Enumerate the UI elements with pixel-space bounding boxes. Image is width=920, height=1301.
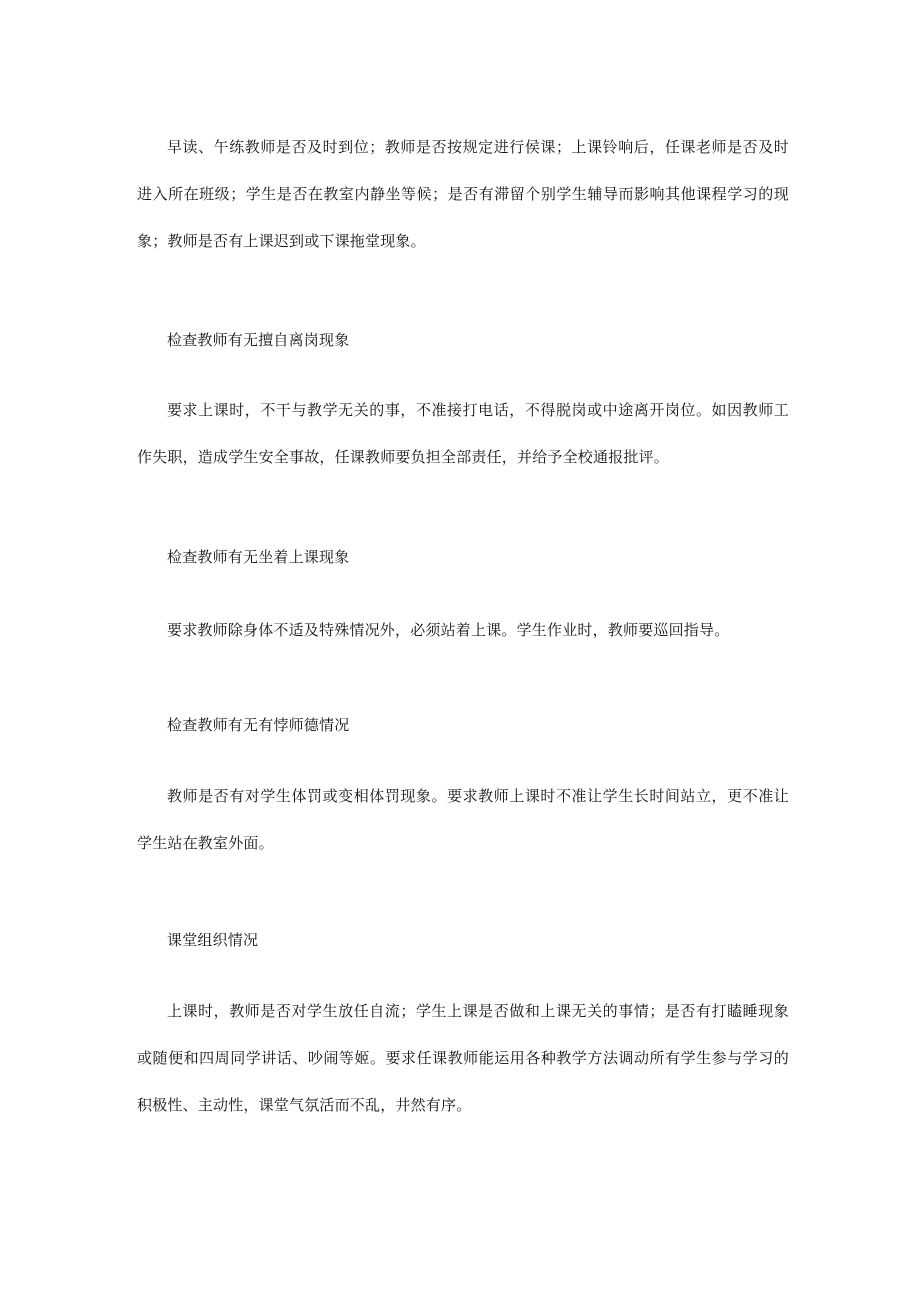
heading-classroom-organization: 课堂组织情况	[167, 931, 259, 949]
paragraph-teacher-ethics: 教师是否有对学生体罚或变相体罚现象。要求教师上课时不准让学生长时间站立，更不准让学生站在教室外面。	[137, 787, 789, 852]
paragraph-leaving-post: 要求上课时，不干与教学无关的事，不准接打电话，不得脱岗或中途离开岗位。如因教师工作失职，造成学生安全事故，任课教师要负担全部责任，并给予全校通报批评。	[137, 401, 789, 466]
heading-leaving-post: 检查教师有无擅自离岗现象	[167, 331, 350, 349]
paragraph-classroom-organization: 上课时，教师是否对学生放任自流；学生上课是否做和上课无关的事情；是否有打瞌睡现象或随便和四周同学讲话、吵闹等姬。要求任课教师能运用各种教学方法调动所有学生参与学习的积极性、主动性，课堂气氛活而不乱，井然有序。	[137, 1002, 789, 1114]
paragraph-punctuality: 早读、午练教师是否及时到位；教师是否按规定进行侯课；上课铃响后，任课老师是否及时进入所在班级；学生是否在教室内静坐等候；是否有滞留个别学生辅导而影响其他课程学习的现象；教师是否有上课迟到或下课拖堂现象。	[137, 138, 789, 250]
heading-teacher-ethics: 检查教师有无有悖师德情况	[167, 716, 350, 734]
paragraph-sitting-teaching: 要求教师除身体不适及特殊情况外，必须站着上课。学生作业时，教师要巡回指导。	[167, 621, 730, 639]
heading-sitting-teaching: 检查教师有无坐着上课现象	[167, 548, 350, 566]
